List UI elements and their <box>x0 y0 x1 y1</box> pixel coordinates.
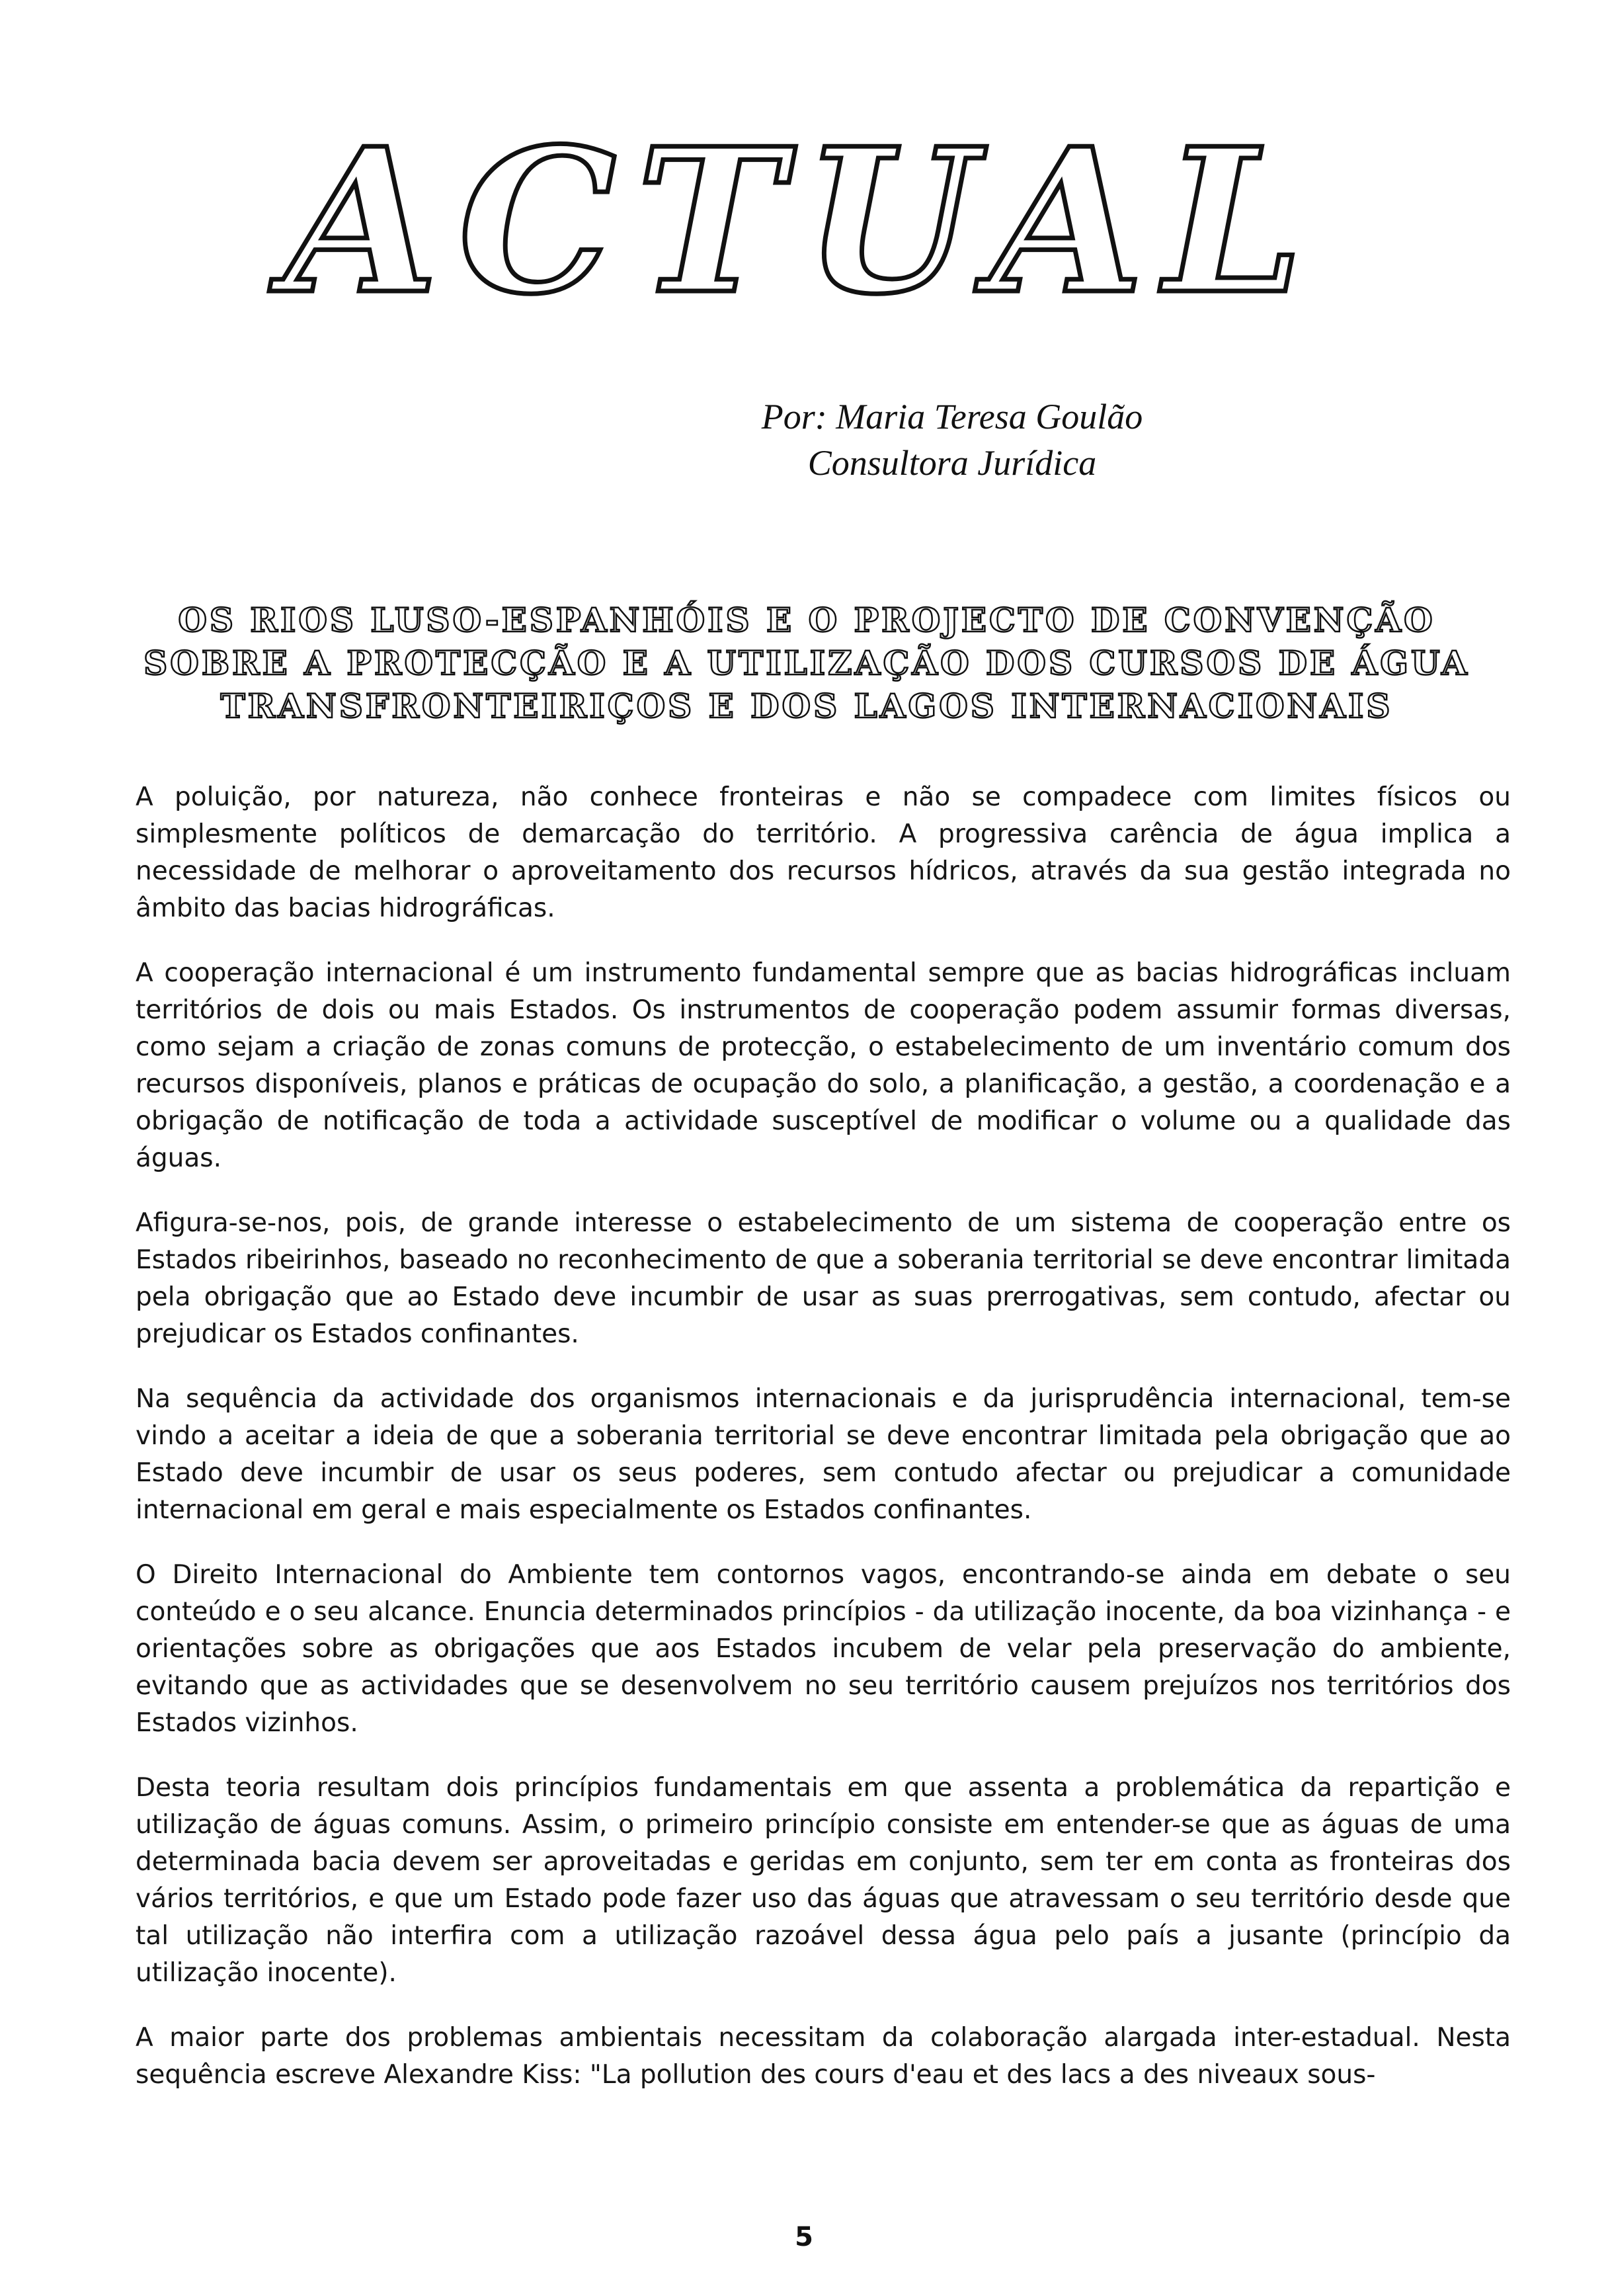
paragraph: A cooperação internacional é um instrumento fundamental sempre que as bacias hidrográficas incluam territórios de dois ou mais Estados. Os instrumentos de cooperação podem assumir formas diversas, como sejam a criação de zonas comuns de protecção, o estabelecimento de um inventário comum dos recursos disponíveis, planos e práticas de ocupação do solo, a planificação, a gestão, a coordenação e a obrigação de notificação de toda a actividade susceptível de modificar o volume ou a qualidade das águas. <box>136 958 1511 1173</box>
byline-role: Consultora Jurídica <box>807 443 1097 483</box>
article-body <box>136 779 1511 2121</box>
heading-line-3: TRANSFRONTEIRIÇOS E DOS LAGOS INTERNACIONAIS <box>220 686 1393 725</box>
paragraph: A maior parte dos problemas ambientais necessitam da colaboração alargada inter-estadual. Nesta sequência escreve Alexandre Kiss: "La pollution des cours d'eau et des lacs a des niveaux sous- <box>136 2023 1511 2090</box>
paragraph: Na sequência da actividade dos organismos internacionais e da jurisprudência internacional, tem-se vindo a aceitar a ideia de que a soberania territorial se deve encontrar limitada pela obrigação que ao Estado deve incumbir de usar os seus poderes, sem contudo afectar ou prejudicar a comunidade internacional em geral e mais especialmente os Estados confinantes. <box>136 1384 1511 1525</box>
paragraph: A poluição, por natureza, não conhece fronteiras e não se compadece com limites físicos ou simplesmente políticos de demarcação do território. A progressiva carência de água implica a necessidade de melhorar o aproveitamento dos recursos hídricos, através da sua gestão integrada no âmbito das bacias hidrográficas. <box>136 782 1511 923</box>
byline <box>754 393 1150 486</box>
paragraph: Afigura-se-nos, pois, de grande interesse o estabelecimento de um sistema de cooperação entre os Estados ribeirinhos, baseado no reconhecimento de que a soberania territorial se deve encontrar limitada pela obrigação que ao Estado deve incumbir de usar as suas prerrogativas, sem contudo, afectar ou prejudicar os Estados confinantes. <box>136 1208 1511 1349</box>
paragraph: Desta teoria resultam dois princípios fundamentais em que assenta a problemática da repartição e utilização de águas comuns. Assim, o primeiro princípio consiste em entender-se que as águas de uma determinada bacia devem ser aproveitadas e geridas em conjunto, sem ter em conta as fronteiras dos vários territórios, e que um Estado pode fazer uso das águas que atravessam o seu território desde que tal utilização não interfira com a utilização razoável dessa água pelo país a jusante (princípio da utilização inocente). <box>136 1773 1511 1988</box>
byline-author: Por: Maria Teresa Goulão <box>761 397 1143 436</box>
masthead-title: ACTUAL <box>284 104 1324 338</box>
heading-line-2: SOBRE A PROTECÇÃO E A UTILIZAÇÃO DOS CURSOS DE ÁGUA <box>143 643 1470 682</box>
article-heading <box>112 598 1501 727</box>
paragraph: O Direito Internacional do Ambiente tem contornos vagos, encontrando-se ainda em debate o seu conteúdo e o seu alcance. Enuncia determinados princípios - da utilização inocente, da boa vizinhança - e orientações sobre as obrigações que aos Estados incubem de velar pela preservação do ambiente, evitando que as actividades que se desenvolvem no seu território causem prejuízos nos territórios dos Estados vizinhos. <box>136 1560 1511 1738</box>
heading-line-1: OS RIOS LUSO-ESPANHÓIS E O PROJECTO DE CONVENÇÃO <box>178 600 1435 639</box>
page-number: 5 <box>795 2222 813 2252</box>
